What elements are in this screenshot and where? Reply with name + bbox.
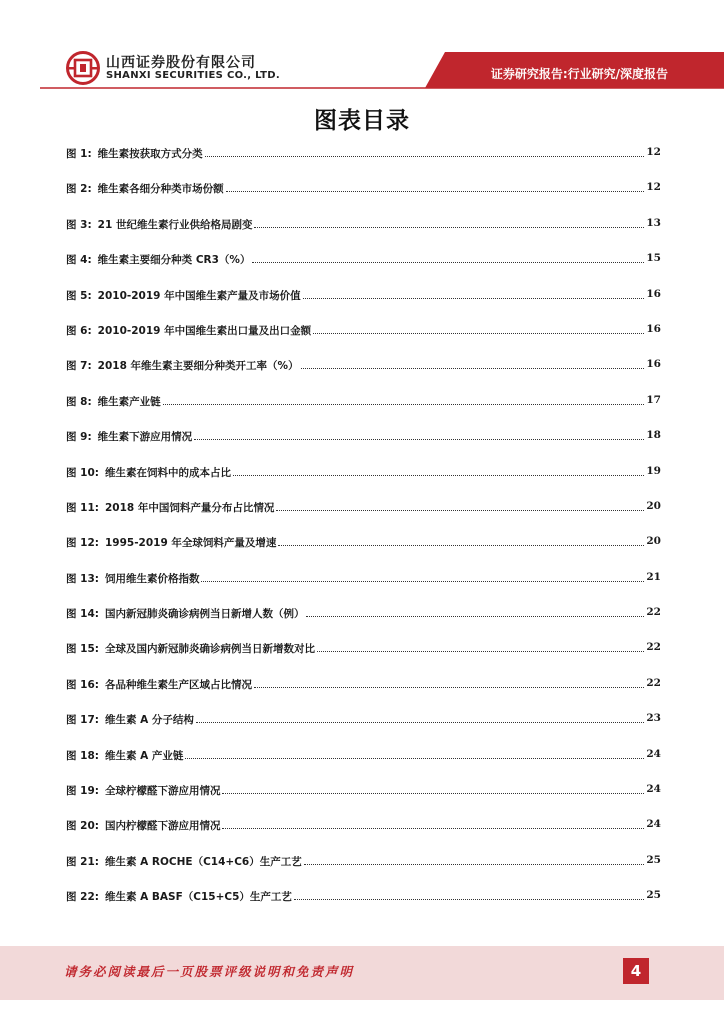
toc-figure-number: 图 8: <box>66 395 92 408</box>
toc-figure-title: 维生素主要细分种类 CR3（%） <box>97 254 251 267</box>
toc-page-number: 20 <box>646 535 661 548</box>
toc-figure-number: 图 1: <box>66 148 92 160</box>
toc-leader-dots <box>317 641 644 652</box>
toc-entry[interactable] <box>66 889 661 924</box>
toc-entry-label <box>66 394 161 409</box>
toc-figure-number: 图 15: <box>66 643 99 656</box>
toc-figure-number: 图 20: <box>66 820 99 833</box>
toc-entry[interactable] <box>66 712 661 747</box>
toc-entry-label <box>66 429 192 444</box>
toc-leader-dots <box>233 465 644 476</box>
toc-entry-label <box>66 641 315 656</box>
toc-entry-label <box>66 606 304 621</box>
toc-figure-title: 国内新冠肺炎确诊病例当日新增人数（例） <box>104 608 305 621</box>
toc-entry-label <box>66 252 250 267</box>
toc-page-number: 22 <box>646 606 661 619</box>
toc-entry-label <box>66 535 276 550</box>
toc-entry-label <box>66 571 199 586</box>
company-logo-icon <box>66 51 100 85</box>
toc-figure-number: 图 16: <box>66 678 99 691</box>
toc-entry[interactable] <box>66 606 661 641</box>
toc-leader-dots <box>226 181 645 192</box>
toc-page-number: 25 <box>646 853 661 866</box>
toc-entry-label <box>66 465 231 480</box>
toc-figure-number: 图 7: <box>66 360 92 373</box>
toc-page-number: 16 <box>646 287 661 300</box>
toc-figure-title: 2010-2019 年中国维生素产量及市场价值 <box>97 289 301 302</box>
toc-entry[interactable] <box>66 535 661 570</box>
toc-leader-dots <box>163 394 645 405</box>
toc-figure-number: 图 4: <box>66 254 92 267</box>
toc-entry[interactable] <box>66 818 661 853</box>
toc-entry[interactable] <box>66 571 661 606</box>
toc-leader-dots <box>306 606 644 617</box>
toc-leader-dots <box>301 358 645 369</box>
toc-figure-number: 图 13: <box>66 572 99 585</box>
toc-entry[interactable] <box>66 288 661 323</box>
toc-leader-dots <box>201 571 644 582</box>
toc-entry[interactable] <box>66 358 661 393</box>
toc-page-number: 23 <box>646 712 661 725</box>
toc-entry[interactable] <box>66 641 661 676</box>
toc-entry-label <box>66 889 292 904</box>
toc-leader-dots <box>303 288 645 299</box>
toc-entry-label <box>66 712 194 727</box>
toc-entry-label <box>66 677 252 692</box>
toc-entry[interactable] <box>66 217 661 252</box>
toc-entry[interactable] <box>66 783 661 818</box>
toc-page-number: 24 <box>646 783 661 796</box>
toc-figure-title: 维生素 A ROCHE（C14+C6）生产工艺 <box>104 855 302 868</box>
toc-page-number: 22 <box>646 641 661 654</box>
toc-entry[interactable] <box>66 854 661 889</box>
toc-figure-title: 维生素按获取方式分类 <box>97 148 203 160</box>
toc-figure-number: 图 6: <box>66 324 92 337</box>
toc-entry-label <box>66 854 302 869</box>
toc-figure-title: 2010-2019 年中国维生素出口量及出口金额 <box>97 324 312 337</box>
toc-page-number: 17 <box>646 393 661 406</box>
toc-entry-label <box>66 358 299 373</box>
toc-entry-label <box>66 500 274 515</box>
page-number: 4 <box>623 958 649 984</box>
toc-leader-dots <box>252 252 644 263</box>
toc-figure-number: 图 3: <box>66 218 92 231</box>
toc-leader-dots <box>254 677 644 688</box>
company-name-en: SHANXI SECURITIES CO., LTD. <box>106 70 280 81</box>
toc-leader-dots <box>185 748 644 759</box>
toc-leader-dots <box>205 146 645 157</box>
toc-entry[interactable] <box>66 323 661 358</box>
toc-entry[interactable] <box>66 252 661 287</box>
toc-figure-title: 21 世纪维生素行业供给格局剧变 <box>97 218 253 231</box>
toc-leader-dots <box>222 783 644 794</box>
toc-figure-number: 图 19: <box>66 785 99 798</box>
toc-figure-number: 图 21: <box>66 855 99 868</box>
toc-figure-title: 2018 年中国饲料产量分布占比情况 <box>104 501 275 514</box>
toc-figure-title: 维生素 A 产业链 <box>104 749 184 762</box>
toc-page-number: 19 <box>646 464 661 477</box>
toc-page-number: 12 <box>646 181 661 194</box>
toc-figure-number: 图 14: <box>66 608 99 621</box>
toc-page-number: 16 <box>646 322 661 335</box>
toc-entry[interactable] <box>66 465 661 500</box>
toc-page-number: 24 <box>646 747 661 760</box>
toc-entry[interactable] <box>66 429 661 464</box>
figure-list <box>66 146 661 925</box>
toc-figure-number: 图 11: <box>66 501 99 514</box>
toc-leader-dots <box>276 500 644 511</box>
toc-page-number: 22 <box>646 676 661 689</box>
toc-entry[interactable] <box>66 394 661 429</box>
toc-page-number: 18 <box>646 429 661 442</box>
toc-page-number: 12 <box>646 146 661 158</box>
toc-figure-title: 维生素在饲料中的成本占比 <box>104 466 231 479</box>
toc-entry[interactable] <box>66 181 661 216</box>
toc-entry-label <box>66 323 311 338</box>
toc-leader-dots <box>313 323 644 334</box>
toc-entry-label <box>66 217 252 232</box>
header-banner <box>0 0 724 100</box>
toc-figure-title: 全球柠檬醛下游应用情况 <box>104 785 221 798</box>
toc-entry-label <box>66 783 220 798</box>
toc-page-number: 13 <box>646 216 661 229</box>
toc-figure-number: 图 22: <box>66 891 99 904</box>
toc-leader-dots <box>194 429 644 440</box>
toc-page-number: 20 <box>646 499 661 512</box>
toc-page-number: 24 <box>646 818 661 831</box>
toc-figure-number: 图 12: <box>66 537 99 550</box>
toc-entry-label <box>66 181 224 196</box>
toc-leader-dots <box>278 535 644 546</box>
toc-leader-dots <box>196 712 644 723</box>
toc-figure-number: 图 17: <box>66 714 99 727</box>
toc-figure-number: 图 10: <box>66 466 99 479</box>
toc-figure-number: 图 2: <box>66 183 92 196</box>
toc-figure-title: 国内柠檬醛下游应用情况 <box>104 820 221 833</box>
toc-figure-title: 各品种维生素生产区域占比情况 <box>104 678 252 691</box>
toc-entry[interactable] <box>66 677 661 712</box>
toc-leader-dots <box>254 217 644 228</box>
toc-figure-number: 图 9: <box>66 431 92 444</box>
toc-entry-label <box>66 288 301 303</box>
toc-entry[interactable] <box>66 500 661 535</box>
toc-figure-title: 维生素 A 分子结构 <box>104 714 194 727</box>
toc-entry-label <box>66 748 183 763</box>
toc-figure-title: 全球及国内新冠肺炎确诊病例当日新增数对比 <box>104 643 315 656</box>
toc-entry-label <box>66 818 220 833</box>
toc-page-number: 25 <box>646 889 661 902</box>
company-name-cn: 山西证券股份有限公司 <box>106 55 256 71</box>
toc-leader-dots <box>294 889 644 900</box>
toc-figure-title: 2018 年维生素主要细分种类开工率（%） <box>97 360 299 373</box>
page-header <box>0 0 724 100</box>
page-title: 图表目录 <box>314 108 410 134</box>
toc-page-number: 15 <box>646 252 661 265</box>
toc-figure-title: 维生素产业链 <box>97 395 161 408</box>
footer-disclaimer: 请务必阅读最后一页股票评级说明和免责声明 <box>64 964 355 979</box>
toc-leader-dots <box>304 854 645 865</box>
toc-figure-title: 饲用维生素价格指数 <box>104 572 200 585</box>
report-type-label: 证券研究报告:行业研究/深度报告 <box>490 67 668 81</box>
toc-figure-number: 图 5: <box>66 289 92 302</box>
toc-page-number: 16 <box>646 358 661 371</box>
toc-figure-title: 维生素 A BASF（C15+C5）生产工艺 <box>104 891 292 904</box>
toc-entry-label <box>66 146 203 161</box>
toc-figure-title: 维生素下游应用情况 <box>97 431 193 444</box>
toc-leader-dots <box>222 818 644 829</box>
toc-figure-number: 图 18: <box>66 749 99 762</box>
toc-figure-title: 1995-2019 年全球饲料产量及增速 <box>104 537 277 550</box>
toc-entry[interactable] <box>66 748 661 783</box>
toc-figure-title: 维生素各细分种类市场份额 <box>97 183 224 196</box>
toc-entry[interactable] <box>66 146 661 181</box>
toc-page-number: 21 <box>646 570 661 583</box>
